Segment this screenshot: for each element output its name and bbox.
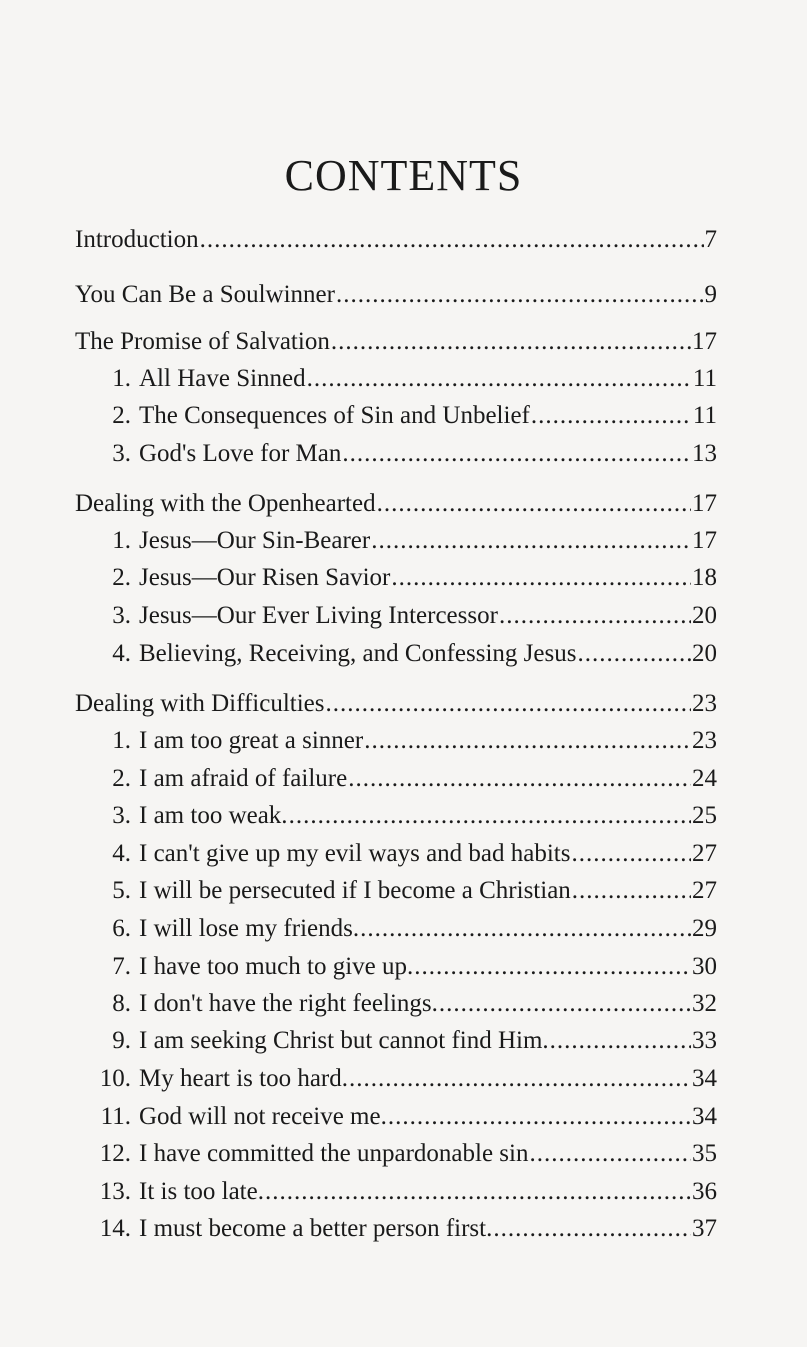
entry-label: I am seeking Christ but cannot find Him. [139, 1027, 549, 1054]
entry-page: 32 [692, 990, 717, 1017]
entry-page: 11 [692, 402, 717, 429]
dot-leader [349, 1065, 691, 1093]
entry-label: I have committed the unpardonable sin [139, 1140, 529, 1167]
entry-label: I am too great a sinner [139, 727, 364, 754]
entry-page: 13 [692, 440, 717, 467]
entry-label: Believing, Receiving, and Confessing Jesus [139, 640, 577, 667]
entry-label: My heart is too hard. [139, 1065, 348, 1092]
toc-entry [75, 281, 717, 315]
entry-label: Jesus—Our Ever Living Intercessor [139, 602, 498, 629]
dot-leader [326, 690, 692, 718]
toc-subentry [75, 990, 717, 1024]
toc-subentry [75, 1027, 717, 1061]
entry-page: 23 [692, 690, 717, 717]
dot-leader [571, 840, 691, 868]
entry-page: 9 [704, 281, 717, 308]
dot-leader [391, 564, 691, 592]
entry-number: 9. [112, 1027, 131, 1054]
toc-subentry [75, 953, 717, 987]
toc-subentry [75, 564, 717, 598]
entry-label: I don't have the right feelings. [139, 990, 438, 1017]
entry-number: 6. [112, 915, 131, 942]
toc-subentry [75, 527, 717, 561]
entry-page: 20 [692, 640, 717, 667]
dot-leader [336, 281, 704, 309]
entry-label: I can't give up my evil ways and bad habits [139, 840, 571, 867]
toc-subentry [75, 765, 717, 799]
entry-number: 2. [112, 564, 131, 591]
entry-number: 3. [112, 440, 131, 467]
entry-page: 11 [692, 365, 717, 392]
toc-subentry [75, 365, 717, 399]
dot-leader [200, 226, 704, 254]
toc-subentry [75, 1178, 717, 1212]
entry-page: 29 [692, 915, 717, 942]
entry-label: Dealing with the Openhearted [75, 490, 376, 517]
toc-subentry [75, 802, 717, 836]
entry-page: 34 [692, 1103, 717, 1130]
entry-number: 8. [112, 990, 131, 1017]
entry-label: Introduction [75, 226, 199, 253]
entry-number: 2. [112, 765, 131, 792]
dot-leader [499, 602, 691, 630]
toc-subentry [75, 840, 717, 874]
toc-subentry [75, 1215, 717, 1249]
dot-leader [529, 1140, 691, 1168]
entry-label: It is too late. [139, 1178, 264, 1205]
dot-leader [377, 490, 691, 518]
dot-leader [414, 953, 691, 981]
entry-page: 36 [692, 1178, 717, 1205]
entry-page: 30 [692, 953, 717, 980]
entry-page: 23 [692, 727, 717, 754]
toc-subentry [75, 402, 717, 436]
entry-label: You Can Be a Soulwinner [75, 281, 335, 308]
entry-number: 5. [112, 877, 131, 904]
entry-number: 2. [112, 402, 131, 429]
dot-leader [342, 440, 691, 468]
entry-label: I will lose my friends. [139, 915, 360, 942]
dot-leader [439, 990, 691, 1018]
entry-page: 33 [692, 1027, 717, 1054]
entry-label: I am afraid of failure [139, 765, 348, 792]
dot-leader [572, 877, 691, 905]
entry-page: 18 [692, 564, 717, 591]
toc-subentry [75, 602, 717, 636]
entry-number: 13. [99, 1178, 131, 1205]
toc-subentry [75, 877, 717, 911]
entry-page: 37 [692, 1215, 717, 1242]
entry-page: 27 [692, 840, 717, 867]
entry-page: 17 [692, 527, 717, 554]
entry-page: 7 [704, 226, 717, 253]
entry-page: 17 [692, 328, 717, 355]
entry-page: 35 [692, 1140, 717, 1167]
entry-label: Jesus—Our Risen Savior [139, 564, 391, 591]
entry-page: 24 [692, 765, 717, 792]
entry-label: The Consequences of Sin and Unbelief [139, 402, 530, 429]
entry-number: 4. [112, 840, 131, 867]
entry-label: God will not receive me. [139, 1103, 387, 1130]
toc-entry [75, 490, 717, 524]
entry-label: The Promise of Salvation [75, 328, 330, 355]
entry-page: 20 [692, 602, 717, 629]
entry-page: 25 [692, 802, 717, 829]
entry-label: Dealing with Difficulties [75, 690, 325, 717]
toc-entry [75, 226, 717, 260]
dot-leader [289, 802, 691, 830]
dot-leader [550, 1027, 691, 1055]
toc-entry [75, 690, 717, 724]
dot-leader [364, 727, 691, 755]
entry-number: 1. [112, 365, 131, 392]
dot-leader [307, 365, 692, 393]
entry-number: 11. [100, 1103, 131, 1130]
entry-label: All Have Sinned [139, 365, 306, 392]
dot-leader [265, 1178, 691, 1206]
dot-leader [348, 765, 691, 793]
entry-number: 1. [112, 727, 131, 754]
entry-label: Jesus—Our Sin-Bearer [139, 527, 371, 554]
entry-number: 1. [112, 527, 131, 554]
entry-number: 12. [99, 1140, 131, 1167]
entry-number: 3. [112, 602, 131, 629]
dot-leader [531, 402, 692, 430]
entry-label: God's Love for Man [139, 440, 342, 467]
dot-leader [577, 640, 691, 668]
entry-number: 3. [112, 802, 131, 829]
entry-number: 4. [112, 640, 131, 667]
entry-label: I will be persecuted if I become a Christian [139, 877, 571, 904]
entry-page: 34 [692, 1065, 717, 1092]
entry-number: 7. [112, 953, 131, 980]
toc-subentry [75, 1103, 717, 1137]
toc-entry [75, 328, 717, 362]
entry-page: 17 [692, 490, 717, 517]
dot-leader [331, 328, 691, 356]
page-title: CONTENTS [284, 151, 523, 200]
entry-label: I have too much to give up. [139, 953, 414, 980]
dot-leader [371, 527, 691, 555]
toc-subentry [75, 640, 717, 674]
entry-label: I am too weak. [139, 802, 288, 829]
entry-number: 14. [99, 1215, 131, 1242]
toc-subentry [75, 727, 717, 761]
toc-subentry [75, 1065, 717, 1099]
toc-subentry [75, 1140, 717, 1174]
dot-leader [388, 1103, 691, 1131]
toc-subentry [75, 915, 717, 949]
toc-subentry [75, 440, 717, 474]
dot-leader [493, 1215, 691, 1243]
entry-label: I must become a better person first. [139, 1215, 493, 1242]
entry-number: 10. [99, 1065, 131, 1092]
dot-leader [360, 915, 691, 943]
entry-page: 27 [692, 877, 717, 904]
